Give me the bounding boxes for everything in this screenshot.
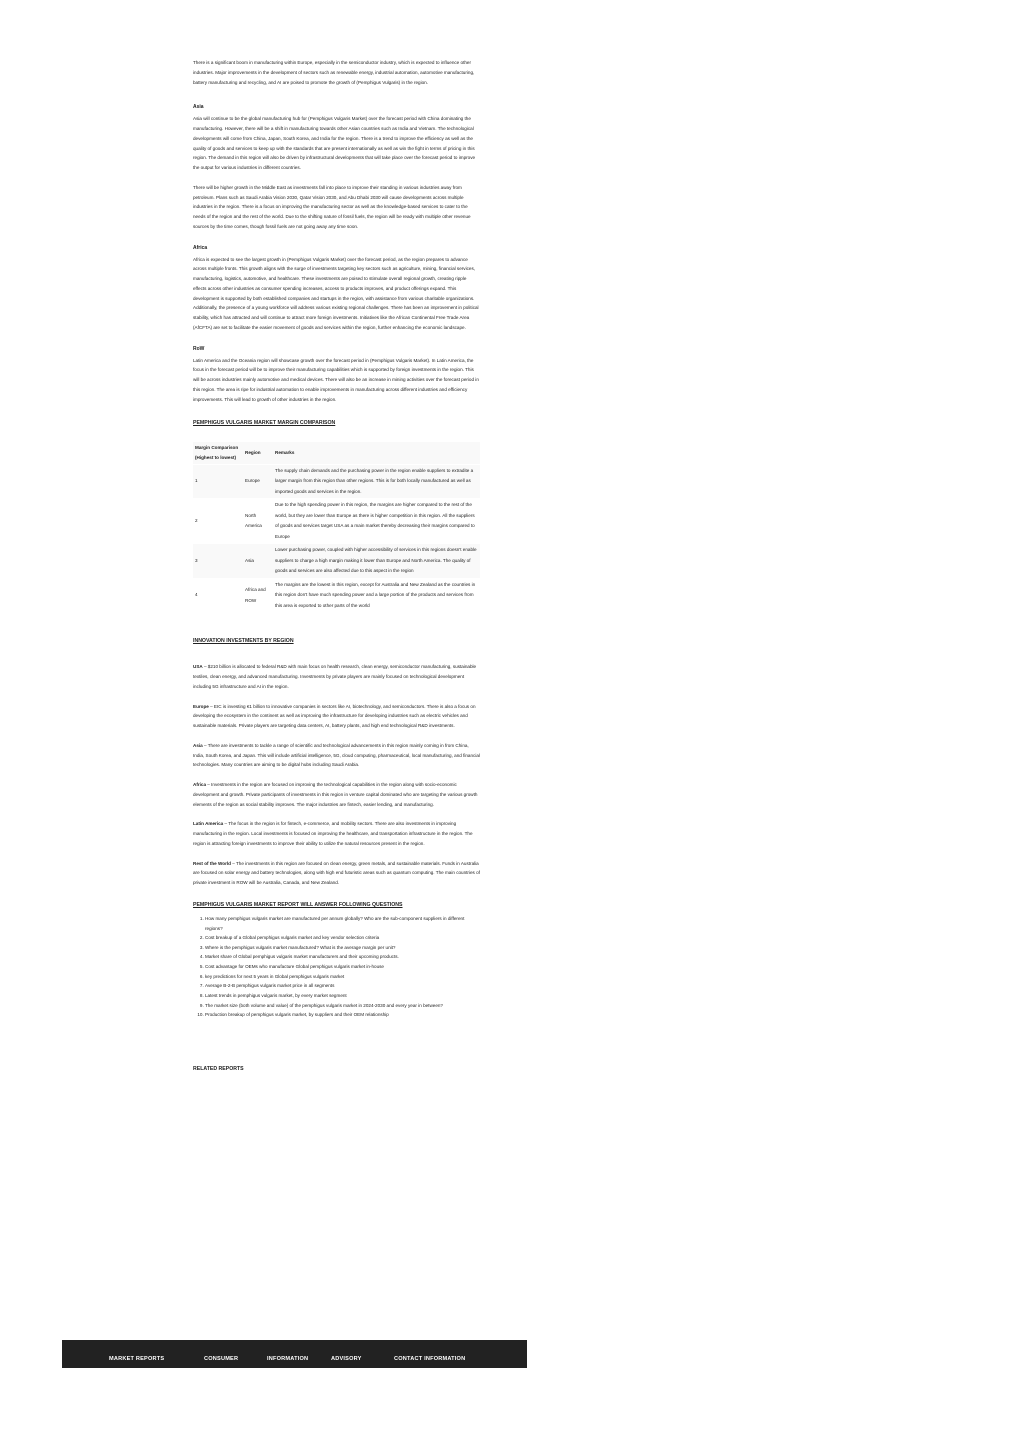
- region-cell: Europe: [243, 464, 273, 499]
- innovation-text: – The investments in this region are focused on clean energy, green metals, and sustainable materials. Funds in Australia are focused on solar energy and battery technologies, along with high end futuristic areas such as quantum computing. The main countries of private investment in ROW will be Australia, Canada, and New Zealand.: [193, 860, 480, 886]
- region-cell: Africa and ROW: [243, 578, 273, 612]
- innovation-item-europe: [193, 702, 480, 731]
- innovation-investments-title: INNOVATION INVESTMENTS BY REGION: [193, 638, 294, 645]
- margin-comparison-table: [193, 442, 480, 612]
- table-row: [193, 499, 480, 544]
- innovation-label: Africa: [193, 782, 207, 788]
- rank-cell: 3: [193, 544, 243, 579]
- innovation-text: – EIC is investing €1 billion to innovative companies in sectors like AI, biotechnology, and semiconductors. There is also a focus on developing the ecosystem in the continent as well as improving the infrastructure for developing industries such as electric vehicles and sustainable materials. Private players are targeting data centers, AI, battery plants, and high end technological R&D investments.: [193, 703, 476, 729]
- europe-paragraph: There is a significant boom in manufacturing within Europe, especially in the semiconductor industry, which is expected to influence other industries. Major improvements in the development of sectors such as renewable energy, industrial automation, automotive manufacturing, battery manufacturing and recycling, and AI are poised to promote the growth of (Pemphigus Vulgaris) in the region.: [193, 60, 475, 85]
- innovation-item-latin-america: [193, 819, 480, 848]
- questions-list: [193, 914, 480, 1020]
- rank-cell: 1: [193, 464, 243, 499]
- remarks-cell: The supply chain demands and the purchasing power in the region enable suppliers to extradite a larger margin from this region than other regions. This is for both locally manufactured as well as imported goods and services in the region.: [273, 464, 480, 499]
- innovation-label: Latin America: [193, 821, 224, 827]
- footer-link-contact-information[interactable]: CONTACT INFORMATION: [394, 1356, 466, 1362]
- remarks-cell: Lower purchasing power, coupled with higher accessibility of services in this regions doesn't enable suppliers to charge a high margin making it lower than Europe and North America. The quality of goods and services are also affected due to this aspect in the region: [273, 544, 480, 579]
- row-heading: RoW: [193, 345, 205, 352]
- asia-heading: Asia: [193, 104, 204, 111]
- innovation-text: – The focus in the region is for fintech, e-commerce, and mobility sectors. There are also investments in improving manufacturing in the region. Local investments is focused on improving the healthcare, and transportation infrastructure in the region. The region is attracting foreign investments to improve their ability to utilize the natural resources present in the region.: [193, 821, 473, 846]
- list-item: 5. Cost advantage for OEMs who manufacture Global pemphigus vulgaris market in-house: [205, 962, 480, 972]
- innovation-item-rest-of-world: [193, 859, 480, 888]
- margin-comparison-title: PEMPHIGUS VULGARIS MARKET MARGIN COMPARISON: [193, 420, 336, 427]
- related-reports-title: RELATED REPORTS: [193, 1066, 244, 1073]
- list-item: 10. Production breakup of pemphigus vulgaris market, by suppliers and their OEM relationship: [205, 1010, 480, 1020]
- innovation-label: Rest of the World: [193, 860, 231, 866]
- innovation-text: – There are investments to tackle a range of scientific and technological advancements in this region mainly coming in from China, India, South Korea, and Japan. This will include artificial intelligence, 5G, cloud computing, pharmaceutical, local manufacturing, and financial technologies. Many countries are aiming to be digital hubs including Saudi Arabia.: [193, 742, 480, 768]
- list-item: 2. Cost breakup of a Global pemphigus vulgaris market and key vendor selection criteria: [205, 933, 480, 943]
- article-content: [193, 58, 480, 1074]
- table-header-region: Region: [243, 442, 273, 464]
- innovation-label: USA: [193, 664, 203, 670]
- asia-paragraph: Asia will continue to be the global manufacturing hub for (Pemphigus Vulgaris Market) over the forecast period with China dominating the manufacturing. However, there will be a shift in manufacturing towards other Asian countries such as India and Vietnam. The technological developments will come from China, Japan, South Korea, and India for the region. There is a trend to improve the efficiency as well as the quality of goods and services to keep up with the standards that are present internationally as well as win the fight in terms of pricing in this region. The demand in this region will also be driven by infrastructural developments that will take place over the forecast period to improve the output for various industries in different countries.: [193, 116, 476, 170]
- footer-link-consumer[interactable]: CONSUMER: [204, 1356, 239, 1362]
- footer-link-advisory[interactable]: ADVISORY: [331, 1356, 362, 1362]
- innovation-text: – $210 billion is allocated to federal R&D with main focus on health research, clean energy, semiconductor manufacturing, sustainable textiles, clean energy, and advanced manufacturing. Investments by private players are mainly focused on technological development including 5G infrastructure and AI in the region.: [193, 664, 477, 689]
- footer-link-market-reports[interactable]: MARKET REPORTS: [109, 1356, 165, 1362]
- table-header-remarks: Remarks: [273, 442, 480, 464]
- list-item: 7. Average B-2-B pemphigus vulgaris market price in all segments: [205, 981, 480, 991]
- list-item: 4. Market share of Global pemphigus vulgaris market manufacturers and their upcoming products.: [205, 952, 480, 962]
- site-footer: [62, 1340, 527, 1368]
- row-paragraph: Latin America and the Oceania region will showcase growth over the forecast period in (Pemphigus Vulgaris Market). In Latin America, the focus in the forecast period will be to improve their manufacturing capabilities which is supported by foreign investments in the region. This will be across industries mainly automotive and medical devices. There will also be an increase in mining activities over the forecast period in this region. The area is ripe for industrial automation to enable improvements in manufacturing across different industries and efficiency improvements. This will lead to growth of other industries in the region.: [193, 357, 479, 402]
- innovation-label: Asia: [193, 742, 203, 748]
- footer-link-information[interactable]: INFORMATION: [267, 1356, 309, 1362]
- rank-cell: 4: [193, 578, 243, 612]
- innovation-label: Europe: [193, 703, 209, 709]
- region-cell: North America: [243, 499, 273, 544]
- footer-nav: [62, 1354, 527, 1368]
- region-cell: Asia: [243, 544, 273, 579]
- table-row: [193, 464, 480, 499]
- remarks-cell: Due to the high spending power in this region, the margins are higher compared to the rest of the world, but they are lower than Europe as there is higher competition in this region. All the suppliers of goods and services target USA as a main market thereby decreasing their margins compared to Europe: [273, 499, 480, 544]
- middle-east-paragraph: There will be higher growth in the Middle East as investments fall into place to improve their standing in various industries away from petroleum. Plans such as Saudi Arabia Vision 2030, Qatar Vision 2030, and Abu Dhabi 2030 will cause developments across multiple industries in the region. There is a focus on improving the manufacturing sector as well as the knowledge-based services to cater to the needs of the region and the rest of the world. Due to the shifting nature of fossil fuels, the region will be ready with multiple other revenue sources by the time comes, though fossil fuels are not going away any time soon.: [193, 184, 471, 229]
- innovation-text: – Investments in the region are focused on improving the technological capabilities in the region along with socio-economic development and growth. Private participants of investments in this region in venture capital dominated who are targeting the various growth elements of the region as social stability improves. The major industries are fintech, easier lending, and manufacturing.: [193, 782, 478, 807]
- innovation-item-usa: [193, 662, 480, 691]
- innovation-item-africa: [193, 780, 480, 809]
- list-item: 8. Latest trends in pemphigus vulgaris market, by every market segment: [205, 991, 480, 1001]
- innovation-item-asia: [193, 741, 480, 770]
- list-item: 9. The market size (both volume and value) of the pemphigus vulgaris market in 2024-2030 and every year in between?: [205, 1001, 480, 1011]
- questions-title: PEMPHIGUS VULGARIS MARKET REPORT WILL ANSWER FOLLOWING QUESTIONS: [193, 901, 403, 908]
- africa-heading: Africa: [193, 244, 208, 251]
- table-row: [193, 578, 480, 612]
- table-header-margin: Margin Comparison (Highest to lowest): [193, 442, 243, 464]
- list-item: 3. Where is the pemphigus vulgaris market manufactured? What is the average margin per unit?: [205, 943, 480, 953]
- list-item: 6. key predictions for next 5 years in Global pemphigus vulgaris market: [205, 972, 480, 982]
- table-row: [193, 544, 480, 579]
- list-item: 1. How many pemphigus vulgaris market are manufactured per annum globally? Who are the sub-component suppliers in different regions?: [205, 914, 480, 933]
- africa-paragraph: Africa is expected to see the largest growth in (Pemphigus Vulgaris Market) over the forecast period, as the region prepares to advance across multiple fronts. This growth aligns with the surge of investments targeting key sectors such as agriculture, mining, financial services, manufacturing, logistics, automotive, and healthcare. These investments are poised to stimulate overall regional growth, creating ripple effects across other industries as consumer spending increases, access to products improves, and product offerings expand. This development is supported by both established companies and startups in the region, with assistance from various charitable organizations. Additionally, the presence of a young workforce will address various existing regional challenges. There has been an improvement in political stability, which has attracted and will continue to attract more foreign investments. Initiatives like the African Continental Free Trade Area (AfCFTA) are set to facilitate the easier movement of goods and services within the region, further enhancing the economic landscape.: [193, 256, 479, 330]
- rank-cell: 2: [193, 499, 243, 544]
- remarks-cell: The margins are the lowest in this region, except for Australia and New Zealand as the countries in this region don't have much spending power and a large portion of the products and services from this area is exported to other parts of the world: [273, 578, 480, 612]
